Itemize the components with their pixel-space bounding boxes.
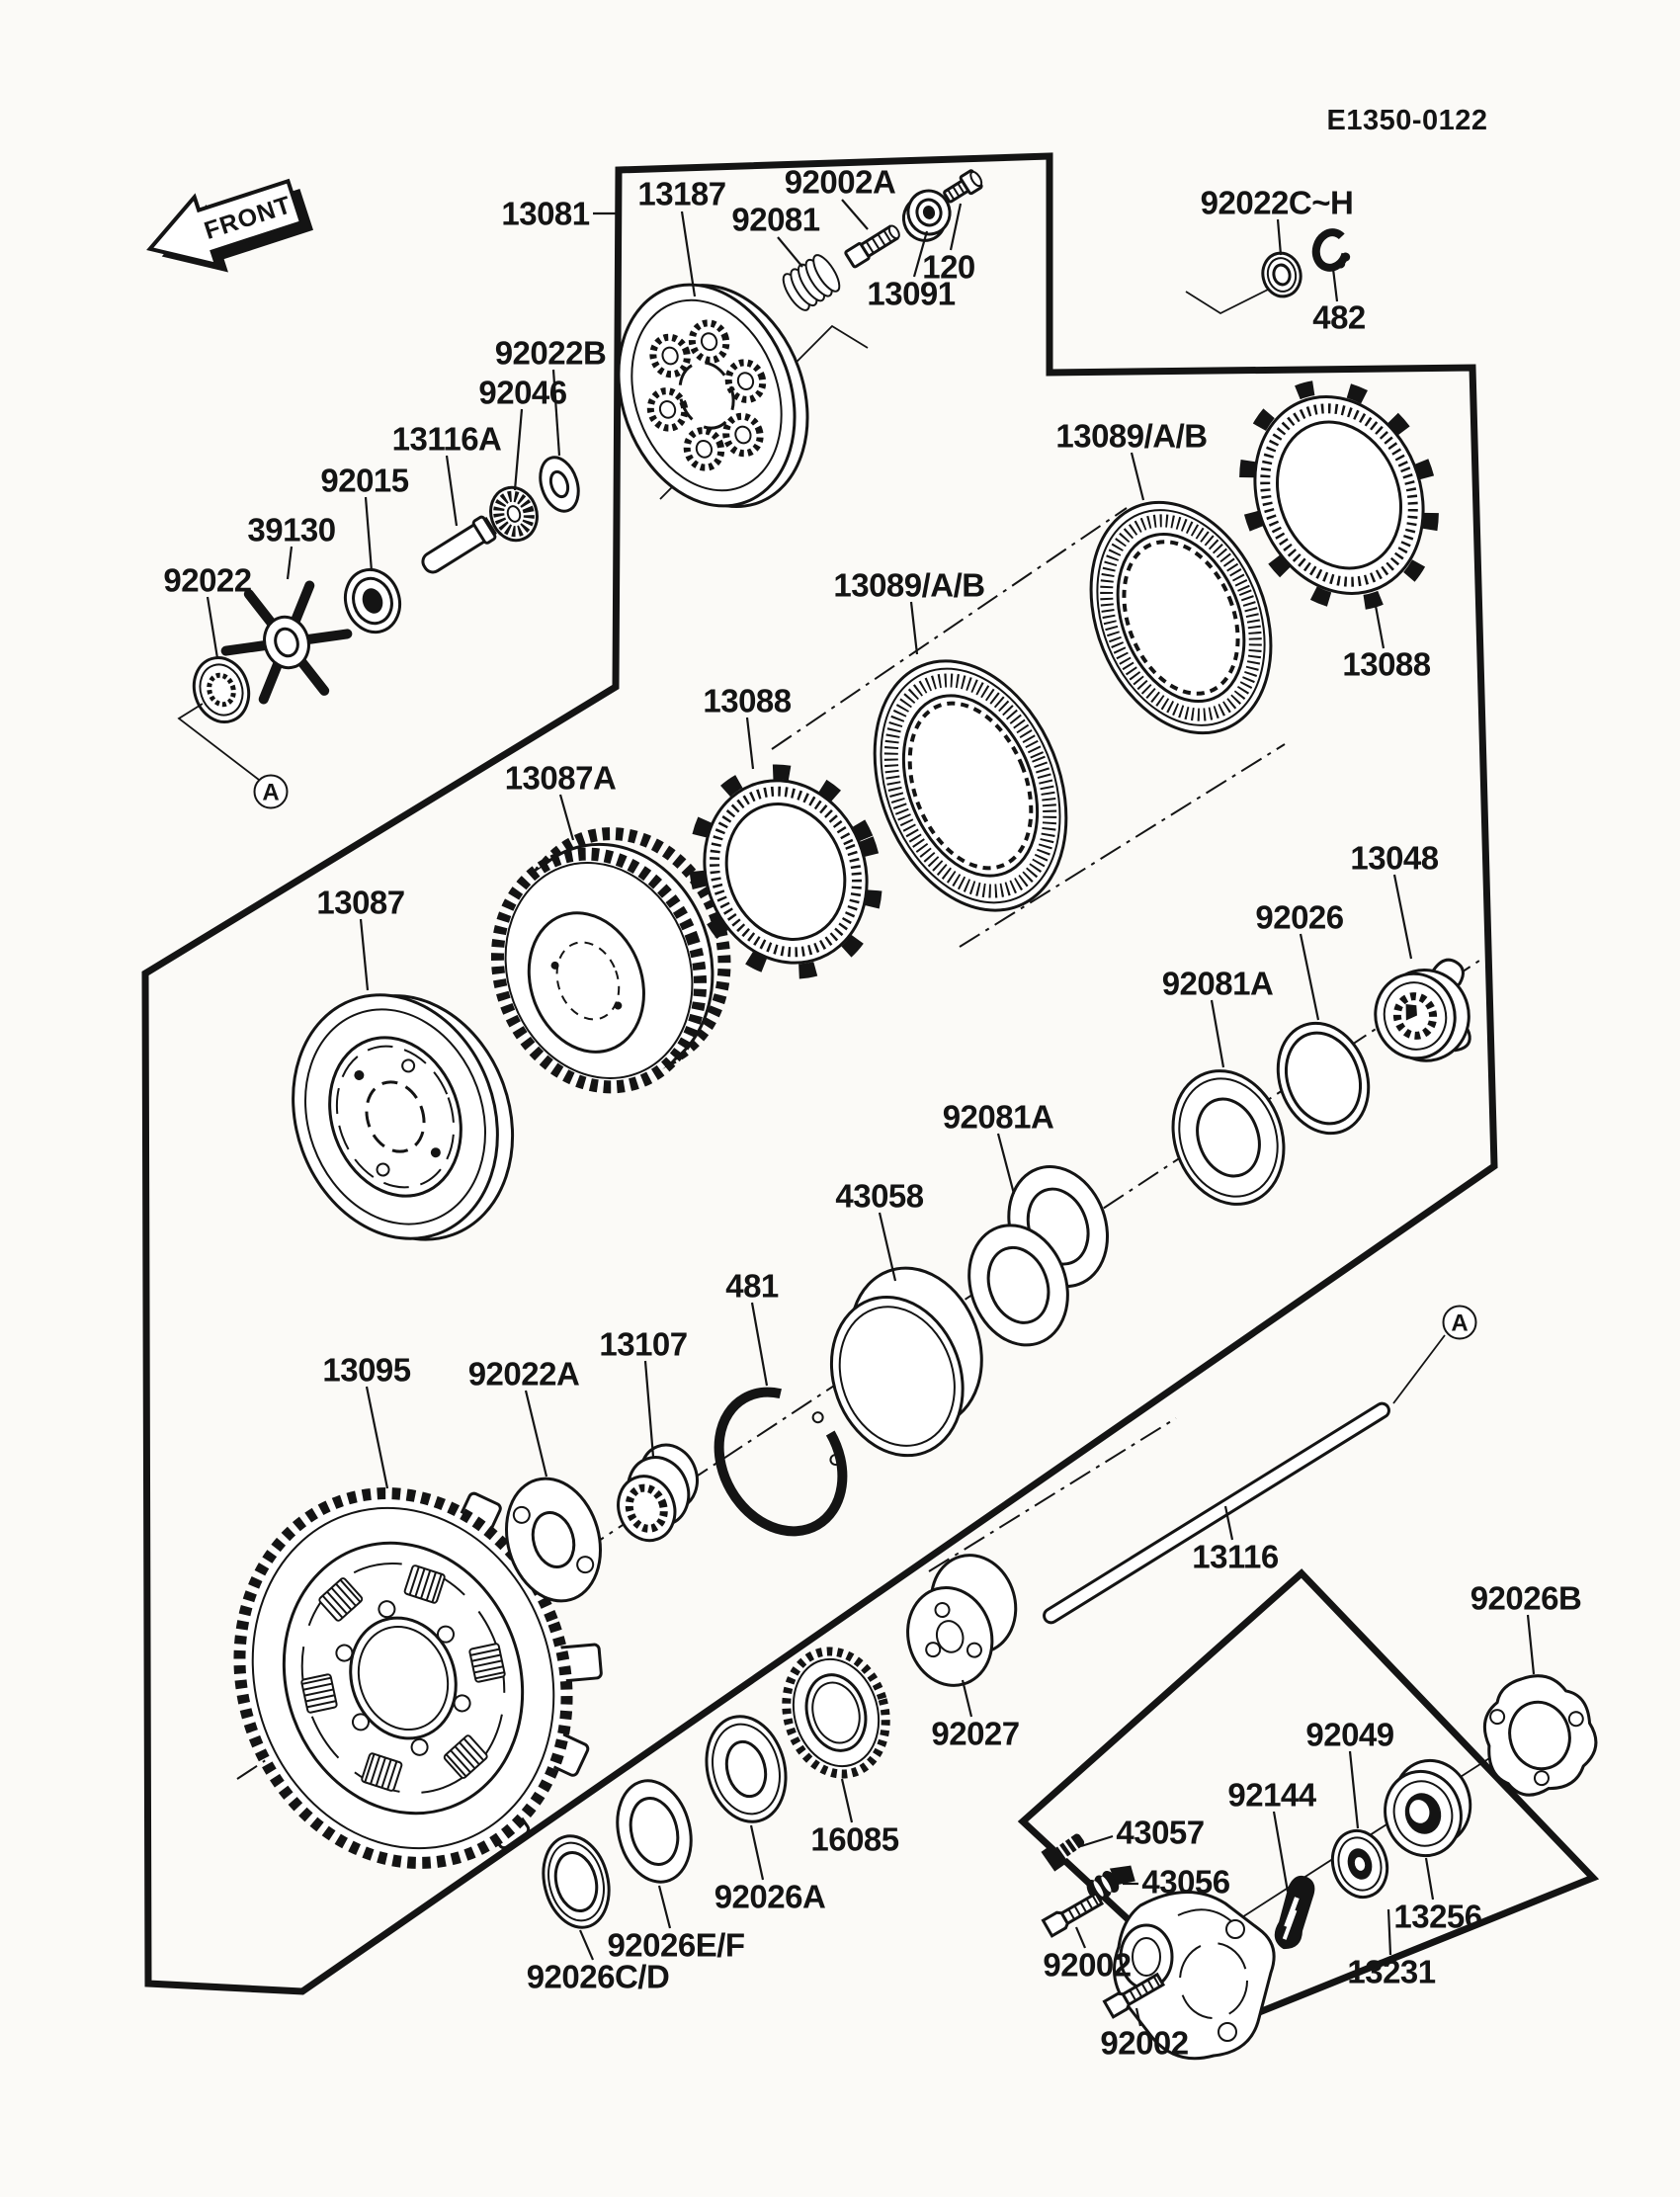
ref-marker-leader-2 xyxy=(1393,1335,1445,1403)
part-482-circlip xyxy=(1312,229,1355,273)
part-92022B-washer xyxy=(534,453,585,516)
part-label-482: 482 xyxy=(1312,298,1366,336)
part-label-13088: 13088 xyxy=(703,682,792,719)
diagram-code: E1350-0122 xyxy=(1326,105,1488,136)
leader-92015 xyxy=(366,497,372,571)
part-120-bolt xyxy=(942,168,985,206)
part-label-43056: 43056 xyxy=(1141,1863,1230,1901)
part-label-92022C-H: 92022C~H xyxy=(1200,184,1354,221)
leader-481 xyxy=(752,1303,767,1386)
part-label-120: 120 xyxy=(922,248,975,286)
leader-43057 xyxy=(1081,1836,1113,1846)
front-arrow xyxy=(139,165,318,293)
leader-92046 xyxy=(515,409,522,490)
leader-13088 xyxy=(747,718,753,769)
part-label-92015: 92015 xyxy=(320,462,409,499)
part-label-92027: 92027 xyxy=(931,1715,1020,1752)
leader-92081 xyxy=(778,237,802,267)
part-label-13231: 13231 xyxy=(1347,1953,1436,1990)
part-92081-spring xyxy=(779,251,844,313)
part-label-92026C-D: 92026C/D xyxy=(526,1958,670,1995)
leader-92026C-D xyxy=(580,1930,593,1960)
part-label-43057: 43057 xyxy=(1116,1814,1205,1851)
part-label-13095: 13095 xyxy=(322,1351,411,1389)
part-16085-gear xyxy=(773,1640,900,1786)
part-label-92046: 92046 xyxy=(478,374,567,411)
part-label-13107: 13107 xyxy=(599,1325,688,1363)
part-label-39130: 39130 xyxy=(247,511,336,549)
part-label-13088: 13088 xyxy=(1342,645,1431,683)
part-label-92002: 92002 xyxy=(1043,1946,1132,1984)
part-label-13091: 13091 xyxy=(867,275,956,312)
part-13048-release-hub xyxy=(1365,957,1483,1072)
part-label-13256: 13256 xyxy=(1393,1898,1482,1935)
part-13256-bearing xyxy=(1373,1751,1482,1865)
leader-92026A xyxy=(751,1825,763,1880)
leader-39130 xyxy=(288,547,292,579)
leader-92022A xyxy=(526,1391,546,1477)
part-92002A-bolt xyxy=(845,222,902,267)
leader-13116A xyxy=(447,456,457,526)
part-label-92026A: 92026A xyxy=(714,1878,826,1915)
front-arrow-label: FRONT xyxy=(201,191,295,245)
leader-13089-A-B xyxy=(1132,453,1143,500)
leader-92026B xyxy=(1528,1615,1534,1674)
part-label-92081: 92081 xyxy=(731,201,820,238)
part-label-92144: 92144 xyxy=(1227,1776,1316,1814)
part-label-43058: 43058 xyxy=(835,1177,924,1215)
part-label-92022A: 92022A xyxy=(467,1355,580,1393)
leader-13107 xyxy=(645,1361,653,1457)
part-label-16085: 16085 xyxy=(810,1820,899,1858)
leader-120 xyxy=(951,204,961,250)
part-label-92081A: 92081A xyxy=(1161,965,1274,1002)
part-92026CD-washer xyxy=(535,1829,619,1935)
leader-13095 xyxy=(367,1387,387,1488)
leader-13231 xyxy=(1388,1909,1390,1955)
leader-92022 xyxy=(208,597,217,658)
part-92022CH-washer xyxy=(1259,250,1304,300)
leader-92002A xyxy=(842,200,868,229)
part-label-13116: 13116 xyxy=(1192,1538,1279,1575)
part-label-92081A: 92081A xyxy=(942,1098,1054,1136)
leader-92081A xyxy=(1212,1000,1223,1067)
part-92002-bolt-1 xyxy=(1044,1891,1104,1936)
leader-13087A xyxy=(560,795,573,840)
leader-92049 xyxy=(1350,1751,1358,1828)
part-92015-nut xyxy=(337,562,407,639)
leader-13256 xyxy=(1426,1858,1433,1900)
part-label-92022: 92022 xyxy=(163,561,252,599)
part-92026EF-washer xyxy=(607,1773,701,1890)
leader-13048 xyxy=(1394,875,1411,959)
leader-92144 xyxy=(1274,1812,1288,1892)
part-label-92049: 92049 xyxy=(1305,1716,1394,1753)
leader-13088 xyxy=(1376,606,1384,648)
leader-13087 xyxy=(361,919,368,990)
part-92049-seal xyxy=(1325,1824,1395,1903)
leader-92026E-F xyxy=(659,1886,670,1928)
part-92026A-washer xyxy=(696,1708,797,1830)
ref-marker-label-2: A xyxy=(1451,1310,1469,1337)
leader-16085 xyxy=(842,1779,852,1822)
part-92026B-plate xyxy=(1470,1663,1606,1804)
leader-92002 xyxy=(1076,1927,1085,1948)
part-label-13116A: 13116A xyxy=(391,420,502,458)
leader-92027 xyxy=(963,1680,971,1717)
part-13107-spacer xyxy=(602,1437,714,1549)
ref-marker-label-1: A xyxy=(262,779,280,806)
part-label-13089-A-B: 13089/A/B xyxy=(833,566,985,604)
leader-92022C-H xyxy=(1278,219,1281,255)
part-label-92002A: 92002A xyxy=(784,163,896,201)
part-92022-washer xyxy=(186,650,257,728)
part-label-13048: 13048 xyxy=(1350,839,1439,877)
part-label-92026B: 92026B xyxy=(1470,1579,1582,1617)
leader-13089-A-B xyxy=(911,602,917,654)
part-label-13087: 13087 xyxy=(316,884,405,921)
part-label-13081: 13081 xyxy=(501,195,590,232)
part-label-13089-A-B: 13089/A/B xyxy=(1055,417,1208,455)
part-13116-push-rod xyxy=(1042,1401,1391,1626)
leader-92081A xyxy=(998,1134,1014,1194)
leader-92026 xyxy=(1301,934,1318,1020)
part-label-92022B: 92022B xyxy=(494,334,607,372)
part-label-481: 481 xyxy=(725,1267,779,1305)
part-label-13187: 13187 xyxy=(637,175,726,212)
part-label-13087A: 13087A xyxy=(504,759,617,797)
part-label-92026: 92026 xyxy=(1255,898,1344,936)
part-label-92026E-F: 92026E/F xyxy=(607,1926,745,1964)
leader-482 xyxy=(1333,269,1337,301)
part-label-92002: 92002 xyxy=(1100,2024,1189,2062)
